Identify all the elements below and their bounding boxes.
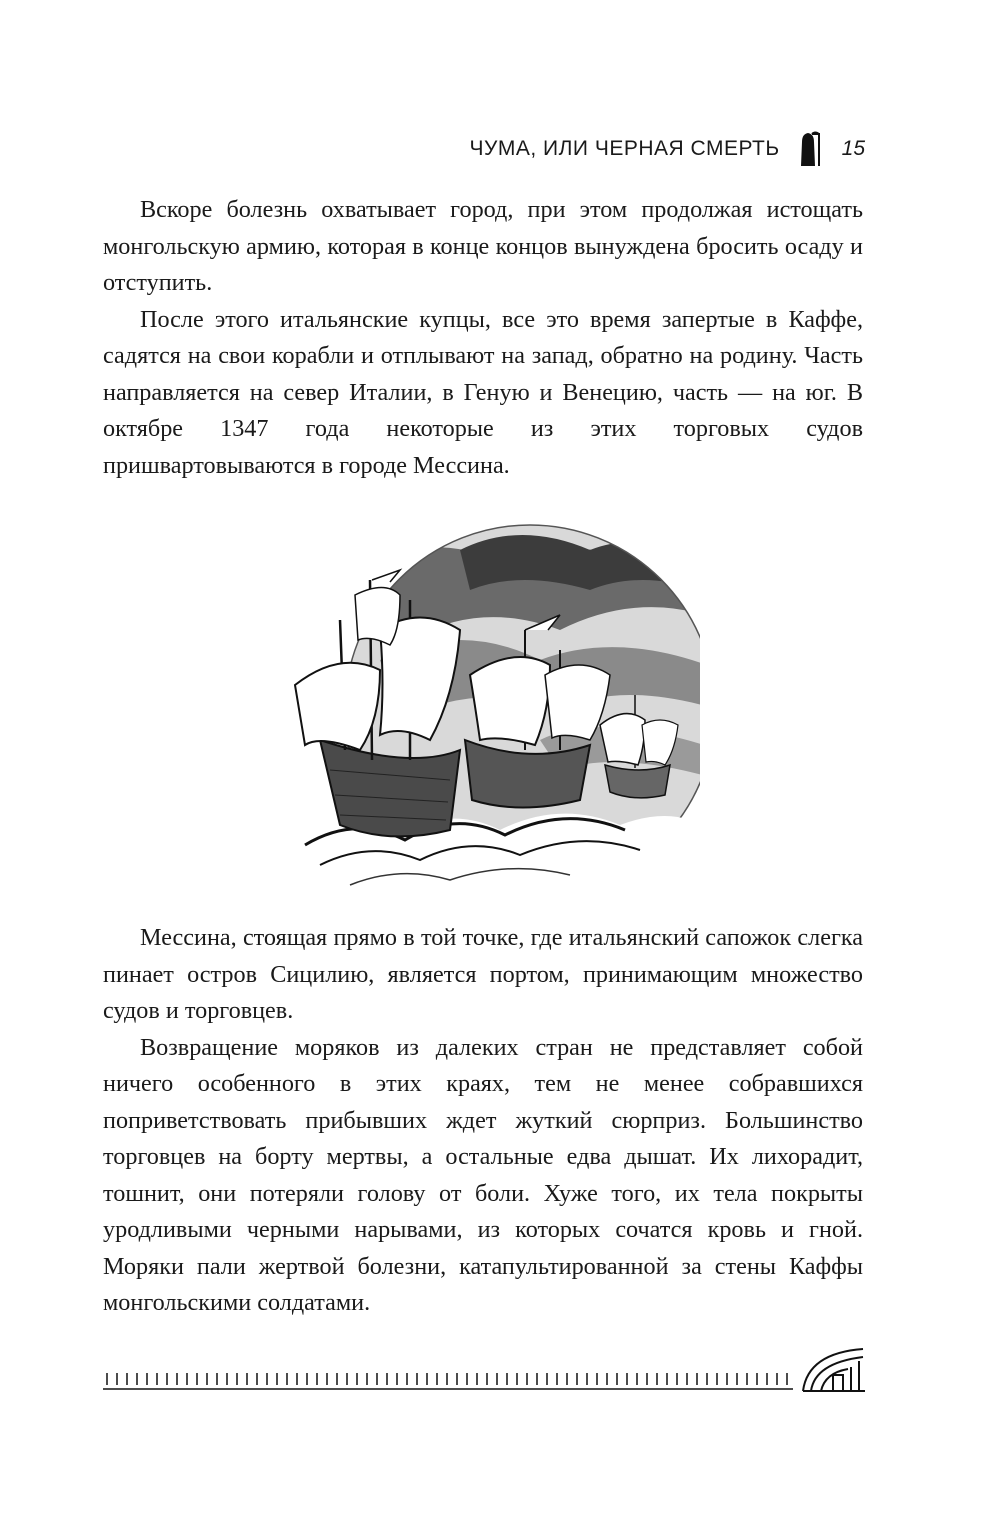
tick-marks — [107, 1373, 787, 1385]
plague-ornament-icon — [803, 1349, 865, 1391]
running-title: ЧУМА, ИЛИ ЧЕРНАЯ СМЕРТЬ — [469, 137, 780, 160]
paragraph: После этого итальянские купцы, все это время запертые в Каффе, садятся на свои корабли и отплывают на запад, обратно на родину. Часть направляется на север Италии, в Геную и Венецию, часть — на юг. В октябре 1347 года некоторые из этих торговых судов пришвартовываются в городе Мессина. — [103, 305, 863, 479]
text-block-top — [103, 192, 863, 484]
paragraph: Возвращение моряков из далеких стран не представляет собой ничего особенного в этих краях, тем не менее собравшихся поприветствовать прибывших ждет жуткий сюрприз. Большинство торговцев на борту мертвы, а остальные едва дышат. Их лихорадит, тошнит, они потеряли голову от боли. Хуже того, их тела покрыты уродливыми черными нарывами, из которых сочатся кровь и гной. Моряки пали жертвой болезни, катапультированной за стены Каффы монгольскими солдатами. — [103, 1033, 863, 1316]
text-block-bottom — [103, 920, 863, 1322]
paragraph: Мессина, стоящая прямо в той точке, где итальянский сапожок слегка пинает остров Сицилию, является портом, принимающим множество судов и торговцев. — [103, 924, 863, 1024]
footer-ornament — [103, 1345, 868, 1400]
paragraph: Вскоре болезнь охватывает город, при этом продолжая истощать монгольскую армию, которая в конце концов вынуждена бросить осаду и отступить. — [103, 196, 863, 296]
grim-reaper-icon — [792, 130, 822, 168]
sailing-ships-illustration — [260, 510, 700, 910]
running-header — [440, 128, 865, 170]
page-number: 15 — [841, 137, 865, 160]
